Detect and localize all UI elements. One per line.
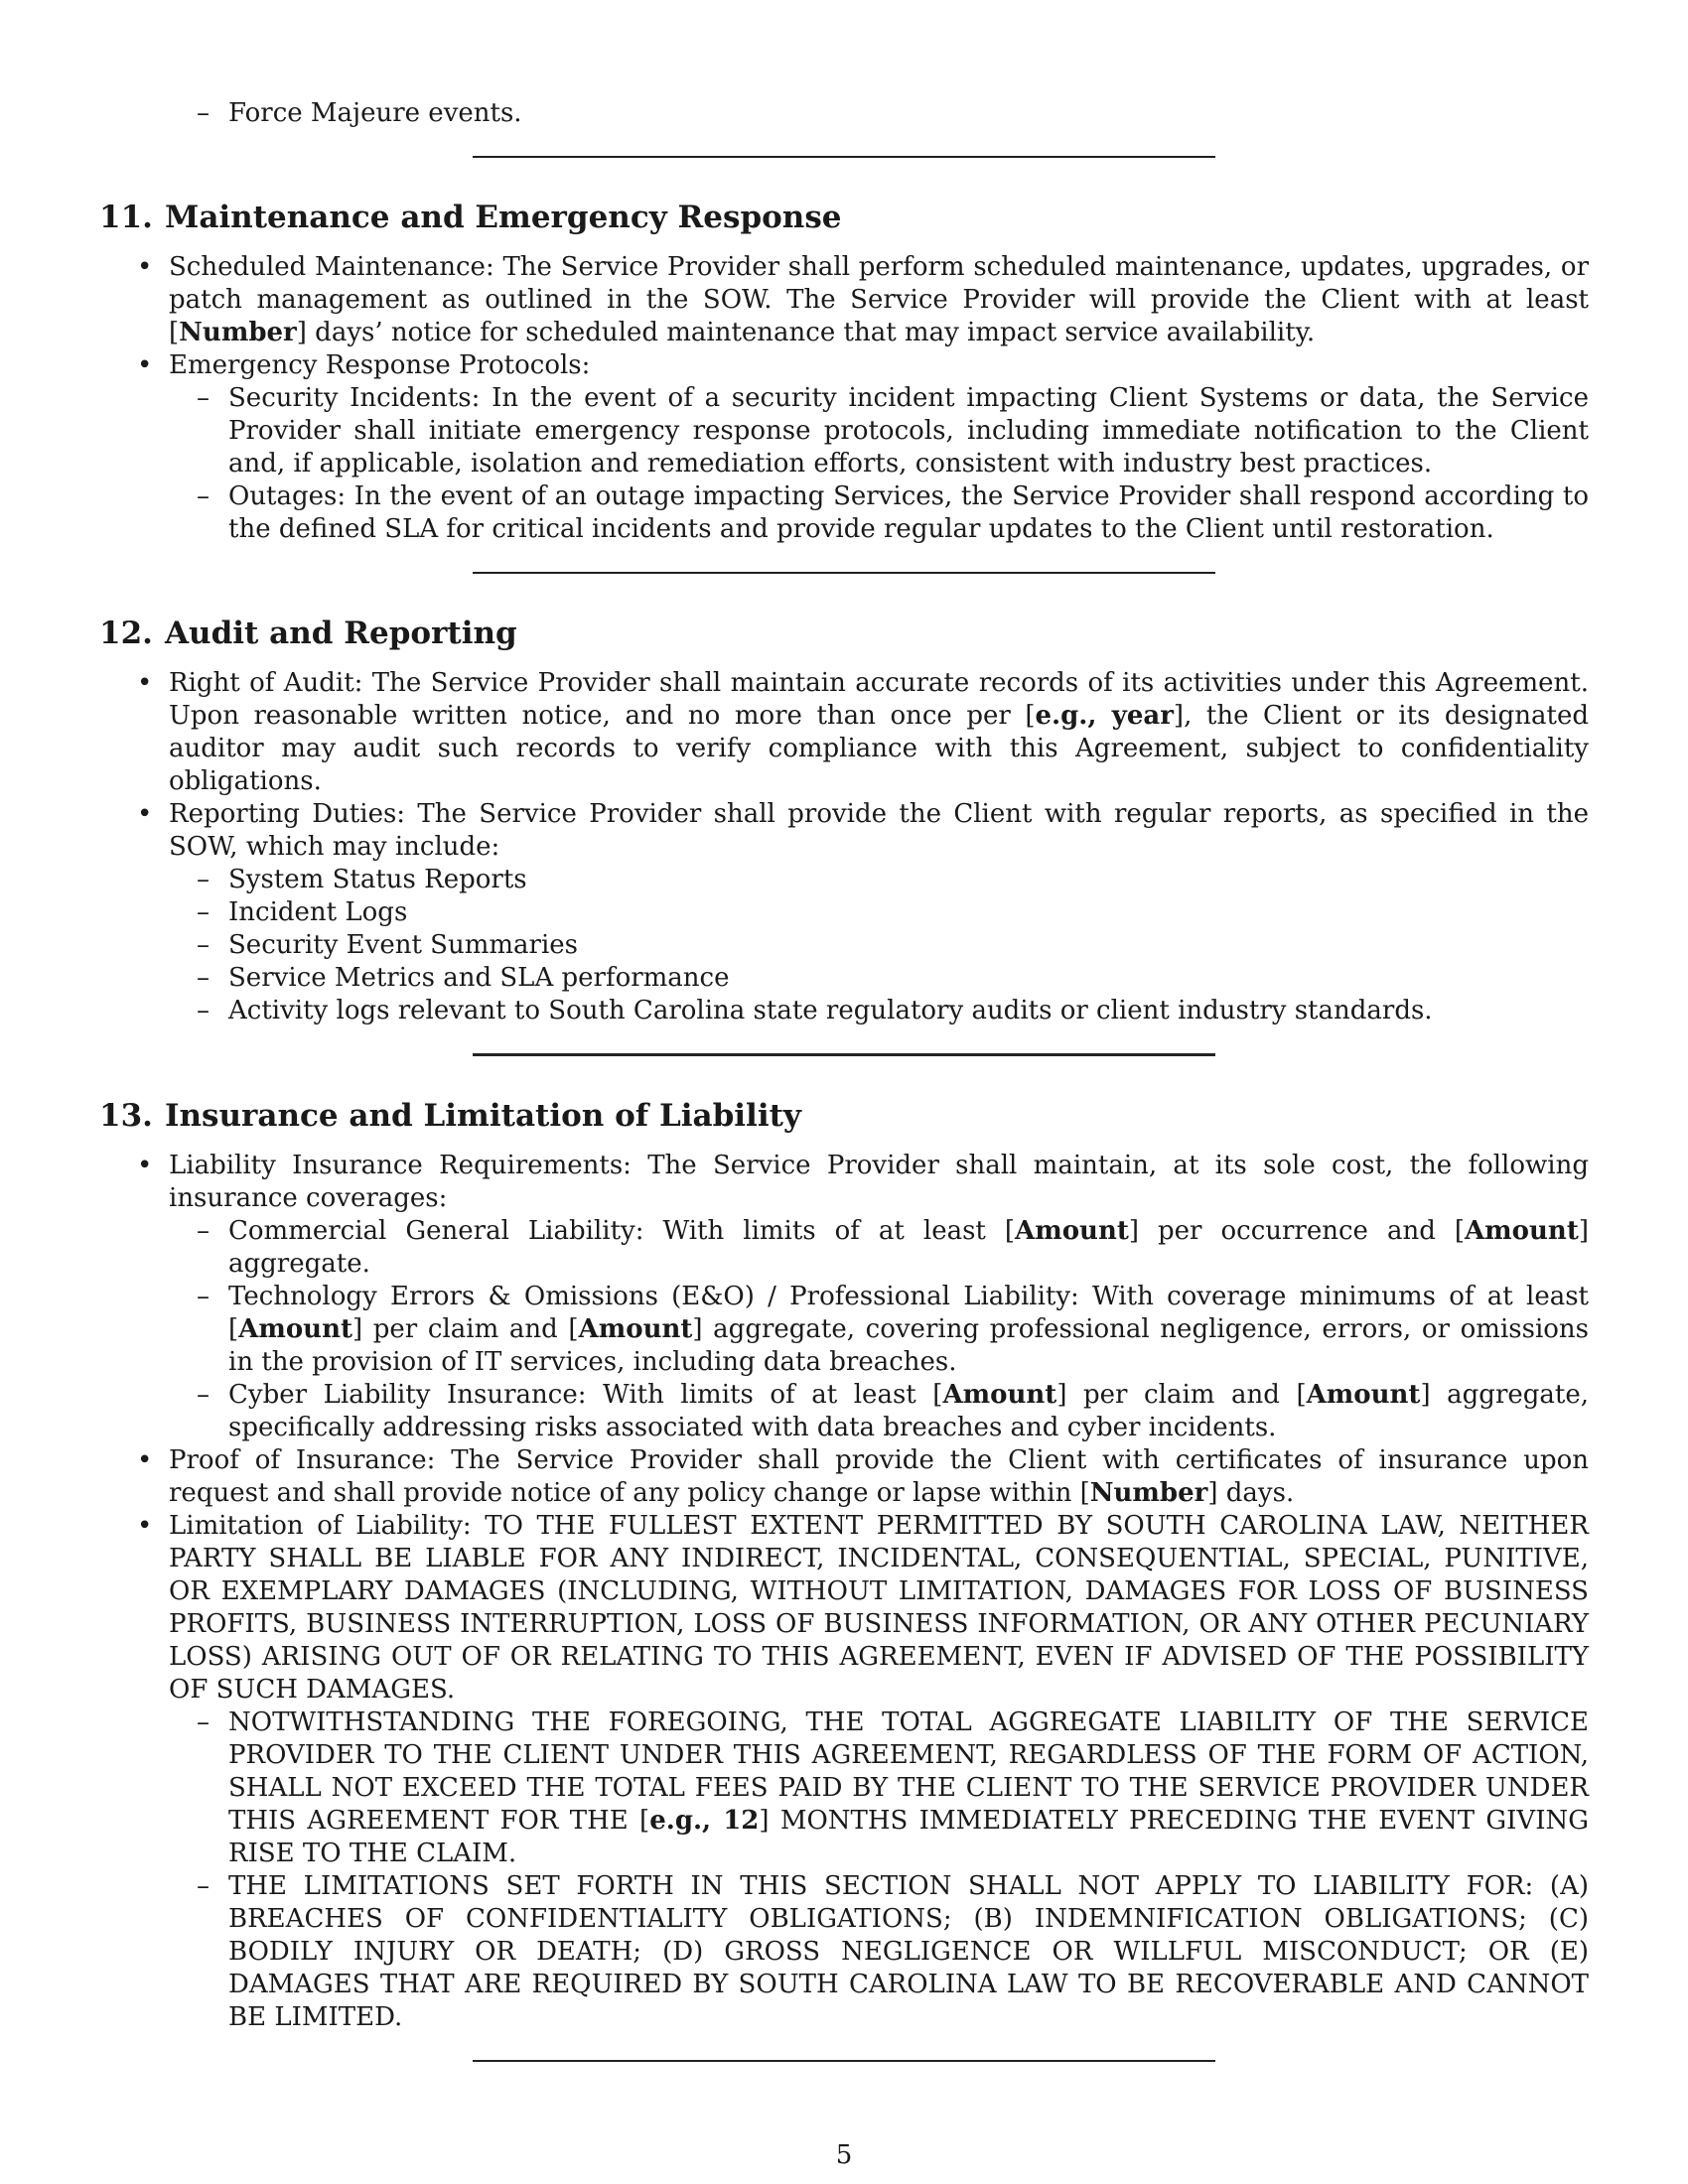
placeholder-amount: Amount: [1306, 1380, 1421, 1410]
section-11-heading: [99, 198, 1589, 237]
sub-list-item: [169, 1281, 1589, 1379]
text-run: NOTWITHSTANDING THE FOREGOING, THE TOTAL AGGREGATE LIABILITY OF THE SERVICE PROVIDER TO THE CLIENT UNDER THIS AGREEMENT, REGARDLESS OF THE FORM OF ACTION, SHALL NOT EXCEED THE TOTAL FEES PAID BY THE CLIENT TO THE SERVICE PROVIDER UNDER THIS AGREEMENT FOR THE [: [228, 1707, 1589, 1836]
text-run: ] per occurrence and [: [1128, 1216, 1465, 1246]
sub-list-item: – System Status Reports: [169, 864, 1589, 896]
section-divider: [473, 572, 1215, 574]
text-run: Scheduled Maintenance: The Service Provider shall perform scheduled maintenance, updates, upgrades, or patch management as outlined in the SOW. The Service Provider will provide the Client with at least [: [169, 252, 1589, 347]
text-run: Outages: In the event of an outage impacting Services, the Service Provider shall respond according to the defined SLA for critical incidents and provide regular updates to the Client until restoration.: [228, 481, 1589, 544]
text-run: Technology Errors & Omissions (E&O) / Professional Liability: With coverage minimums of at least [: [228, 1282, 1589, 1344]
section-12-heading: [99, 614, 1589, 653]
section-number: 12.: [99, 615, 153, 651]
placeholder-period: e.g., year: [1035, 701, 1174, 731]
placeholder-number: Number: [1089, 1478, 1208, 1508]
sub-list-item: – Security Event Summaries: [169, 929, 1589, 962]
text-run: ] per claim and [: [352, 1314, 579, 1344]
text-run: ] per claim and [: [1056, 1380, 1307, 1410]
text-run: Right of Audit: The Service Provider shall maintain accurate records of its activities under this Agreement. Upon reasonable written notice, and no more than once per [: [169, 668, 1589, 731]
placeholder-amount: Amount: [1015, 1216, 1129, 1246]
placeholder-amount: Amount: [1465, 1216, 1579, 1246]
list-item: [99, 1444, 1589, 1510]
sub-list-item: – Activity logs relevant to South Carolina state regulatory audits or client industry standards.: [169, 995, 1589, 1027]
placeholder-months: e.g., 12: [649, 1806, 760, 1836]
list-item: [99, 1510, 1589, 2034]
text-run: ] aggregate.: [228, 1216, 1589, 1279]
text-run: ], the Client or its designated auditor may audit such records to verify compliance with this Agreement, subject to confidentiality obligations.: [169, 701, 1589, 796]
section-11-list: [99, 251, 1589, 546]
sub-list-item: [169, 1379, 1589, 1444]
sub-list-item: [169, 1706, 1589, 1870]
text-run: THE LIMITATIONS SET FORTH IN THIS SECTION SHALL NOT APPLY TO LIABILITY FOR: (A) BREACHES OF CONFIDENTIALITY OBLIGATIONS; (B) INDEMNIFICATION OBLIGATIONS; (C) BODILY INJURY OR DEATH; (D) GROSS NEGLIGENCE OR WILLFUL MISCONDUCT; OR (E) DAMAGES THAT ARE REQUIRED BY SOUTH CAROLINA LAW TO BE RECOVERABLE AND CANNOT BE LIMITED.: [228, 1871, 1589, 2032]
text-run: Commercial General Liability: With limits of at least [: [228, 1216, 1016, 1246]
list-item: [99, 798, 1589, 1027]
section-title: Insurance and Limitation of Liability: [165, 1098, 801, 1134]
sub-list-item: [169, 1215, 1589, 1281]
section-number: 11.: [99, 200, 153, 235]
text-run: ] days’ notice for scheduled maintenance that may impact service availability.: [296, 318, 1316, 347]
section-title: Maintenance and Emergency Response: [165, 200, 842, 235]
sub-list: [169, 864, 1589, 1027]
sub-list: [169, 1706, 1589, 2034]
sub-list-item: – Service Metrics and SLA performance: [169, 962, 1589, 995]
section-title: Audit and Reporting: [165, 615, 517, 651]
text-run: Liability Insurance Requirements: The Service Provider shall maintain, at its sole cost, the following insurance coverages:: [169, 1151, 1589, 1213]
text-run: Limitation of Liability: TO THE FULLEST EXTENT PERMITTED BY SOUTH CAROLINA LAW, NEITHER PARTY SHALL BE LIABLE FOR ANY INDIRECT, INCIDENTAL, CONSEQUENTIAL, SPECIAL, PUNITIVE, OR EXEMPLARY DAMAGES (INCLUDING, WITHOUT LIMITATION, DAMAGES FOR LOSS OF BUSINESS PROFITS, BUSINESS INTERRUPTION, LOSS OF BUSINESS INFORMATION, OR ANY OTHER PECUNIARY LOSS) ARISING OUT OF OR RELATING TO THIS AGREEMENT, EVEN IF ADVISED OF THE POSSIBILITY OF SUCH DAMAGES.: [169, 1511, 1589, 1705]
list-item: [99, 97, 1589, 130]
placeholder-amount: Amount: [238, 1314, 352, 1344]
section-divider: [473, 156, 1215, 158]
text-run: ] MONTHS IMMEDIATELY PRECEDING THE EVENT GIVING RISE TO THE CLAIM.: [228, 1806, 1589, 1868]
text-run: Reporting Duties: The Service Provider shall provide the Client with regular reports, as specified in the SOW, which may include:: [169, 799, 1589, 862]
sub-list-item: – Incident Logs: [169, 896, 1589, 929]
text-run: ] aggregate, covering professional negligence, errors, or omissions in the provision of IT services, including data breaches.: [228, 1314, 1589, 1377]
list-item: [99, 349, 1589, 546]
placeholder-amount: Amount: [942, 1380, 1057, 1410]
sub-list-item: [169, 382, 1589, 480]
list-item: [99, 667, 1589, 798]
sub-list-item: [169, 1870, 1589, 2034]
page-content: [99, 97, 1589, 2062]
text-run: ] aggregate, specifically addressing risks associated with data breaches and cyber incidents.: [228, 1380, 1590, 1442]
section-number: 13.: [99, 1098, 153, 1134]
sub-list: [169, 1215, 1589, 1444]
section-divider: [473, 2060, 1215, 2062]
section-divider: [473, 1053, 1215, 1056]
sub-list-item: [169, 480, 1589, 546]
list-item: [99, 251, 1589, 349]
text-run: Cyber Liability Insurance: With limits of at least [: [228, 1380, 943, 1410]
sub-list: [169, 382, 1589, 546]
placeholder-number: Number: [179, 318, 297, 347]
list-item: [99, 1150, 1589, 1444]
text-run: Proof of Insurance: The Service Provider shall provide the Client with certificates of insurance upon request and shall provide notice of any policy change or lapse within [: [169, 1445, 1589, 1508]
text-run: ] days.: [1207, 1478, 1295, 1508]
text-run: Emergency Response Protocols:: [169, 350, 591, 380]
section-13-list: [99, 1150, 1589, 2034]
force-majeure-text: Force Majeure events.: [228, 98, 522, 128]
text-run: Security Incidents: In the event of a security incident impacting Client Systems or data, the Service Provider shall initiate emergency response protocols, including immediate notification to the Client and, if applicable, isolation and remediation efforts, consistent with industry best practices.: [228, 383, 1589, 478]
page-number: 5: [835, 2140, 853, 2170]
section-13-heading: [99, 1096, 1589, 1136]
section-12-list: [99, 667, 1589, 1027]
placeholder-amount: Amount: [578, 1314, 693, 1344]
